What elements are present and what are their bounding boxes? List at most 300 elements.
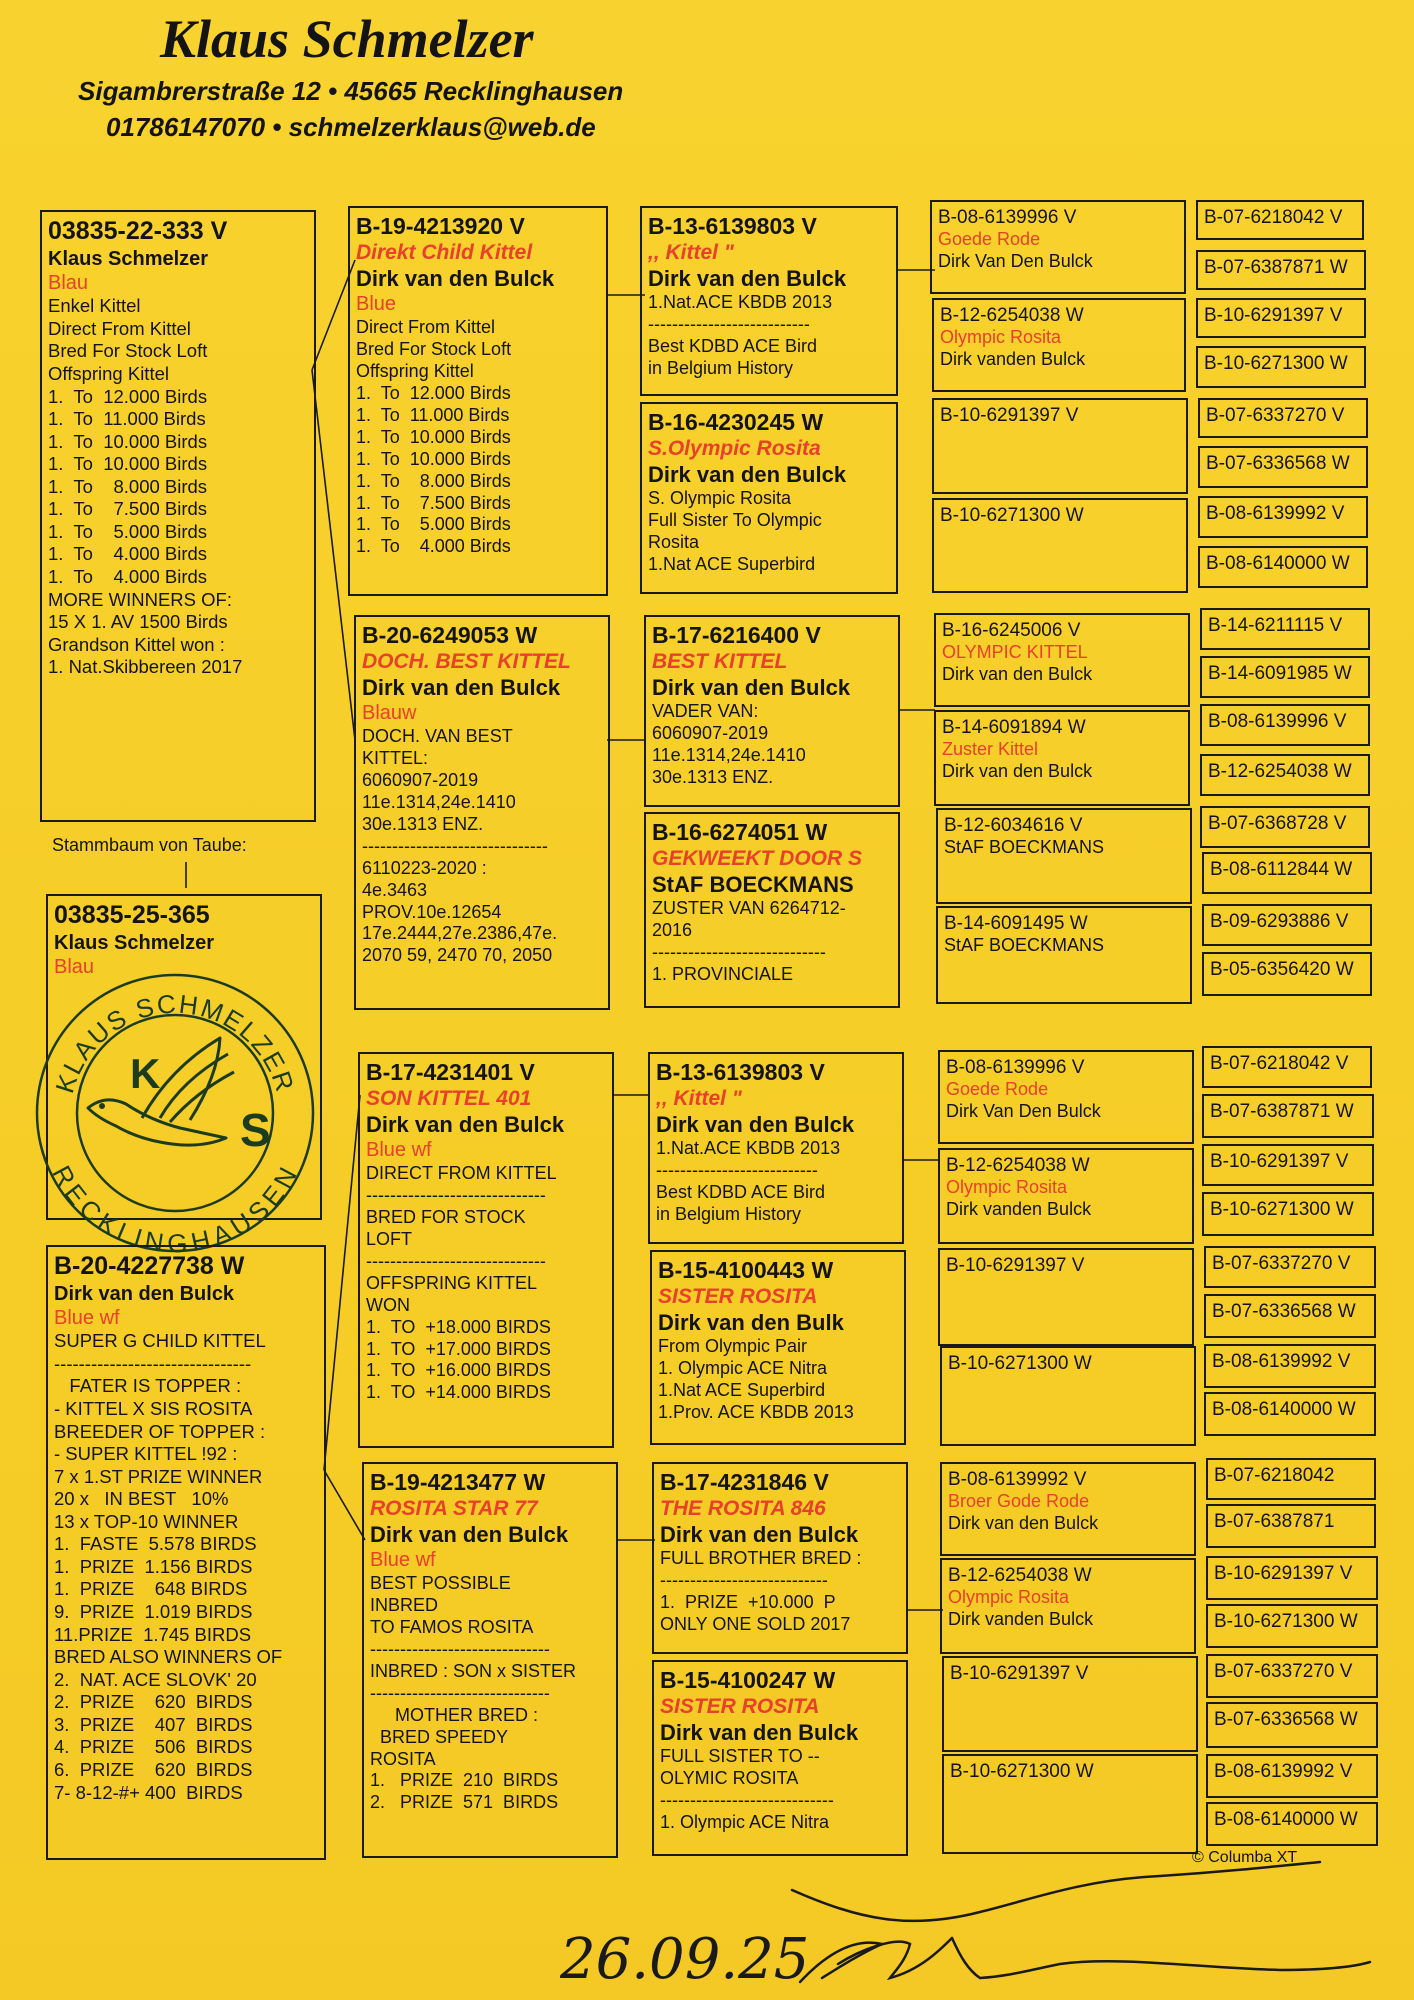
ring-number: B-08-6112844 W <box>1210 859 1353 880</box>
info-line: 1. To 7.500 Birds <box>356 492 511 513</box>
ring-number: B-09-6293886 V <box>1210 911 1349 932</box>
info-line: OFFSPRING KITTEL <box>366 1272 538 1293</box>
great-ancestor-card[interactable] <box>1202 952 1372 996</box>
owner-name: Dirk van den Bulck <box>660 1521 859 1547</box>
info-line: -------------------------------- <box>54 1352 252 1374</box>
info-line: 1. To 4.000 Birds <box>48 566 208 588</box>
info-line: 9. PRIZE 1.019 BIRDS <box>54 1601 253 1623</box>
info-line: Enkel Kittel <box>48 295 141 317</box>
ring-number: B-15-4100247 W <box>660 1667 836 1693</box>
ancestor-card[interactable] <box>938 1148 1194 1244</box>
dam-card[interactable] <box>46 1245 326 1860</box>
great-ancestor-card[interactable] <box>1196 298 1366 338</box>
info-line: MOTHER BRED : <box>370 1704 539 1725</box>
info-line: 1. PROVINCIALE <box>652 964 794 985</box>
info-line: 2070 59, 2470 70, 2050 <box>362 945 553 966</box>
ring-number: B-10-6271300 W <box>1214 1611 1358 1632</box>
info-line: 1. To 10.000 Birds <box>356 448 511 469</box>
svg-text:S: S <box>240 1104 271 1156</box>
info-line: 1. Olympic ACE Nitra <box>660 1812 830 1833</box>
info-line: FATER IS TOPPER : <box>54 1375 242 1397</box>
ancestor-card[interactable] <box>938 1248 1194 1346</box>
pigeon-title: ,, Kittel " <box>648 241 734 265</box>
info-line: 1. To 10.000 Birds <box>356 426 511 447</box>
info-line: 1. PRIZE 1.156 BIRDS <box>54 1555 253 1577</box>
ring-number: B-17-4231401 V <box>366 1059 535 1085</box>
great-ancestor-card[interactable] <box>1196 250 1366 290</box>
great-ancestor-card[interactable] <box>1198 398 1368 438</box>
ancestor-card[interactable] <box>942 1656 1198 1752</box>
pigeon-title: SISTER ROSITA <box>658 1285 818 1309</box>
ring-number: B-10-6271300 W <box>940 505 1084 526</box>
great-ancestor-card[interactable] <box>1200 656 1370 698</box>
info-line: 1. To 12.000 Birds <box>48 385 208 407</box>
ring-number: B-10-6271300 W <box>950 1761 1094 1782</box>
ring-number: B-10-6291397 V <box>950 1663 1089 1684</box>
ring-number: B-19-4213920 V <box>356 213 525 239</box>
owner-name: Dirk van den Bulck <box>648 265 847 291</box>
info-line: ----------------------------- <box>660 1790 834 1811</box>
great-ancestor-card[interactable] <box>1204 1294 1376 1338</box>
ancestor-card[interactable] <box>932 298 1186 392</box>
info-line: 1. TO +18.000 BIRDS <box>366 1316 551 1337</box>
grandparent-card[interactable] <box>652 1660 908 1856</box>
ring-number: B-14-6091894 W <box>942 717 1086 738</box>
info-line: 7- 8-12-#+ 400 BIRDS <box>54 1781 243 1803</box>
grandparent-card[interactable] <box>650 1250 906 1445</box>
ring-number: B-08-6139992 V <box>1206 503 1345 524</box>
info-line: KITTEL: <box>362 747 429 768</box>
ring-number: B-10-6271300 W <box>1204 353 1348 374</box>
grandparent-card[interactable] <box>640 206 898 396</box>
ancestor-card[interactable] <box>942 1754 1198 1854</box>
info-line: 2016 <box>652 920 693 941</box>
info-line: From Olympic Pair <box>658 1336 808 1357</box>
great-ancestor-card[interactable] <box>1198 496 1368 538</box>
ring-number: B-08-6140000 W <box>1206 553 1350 574</box>
info-line: SUPER G CHILD KITTEL <box>54 1330 266 1352</box>
ring-number: B-16-6274051 W <box>652 819 828 845</box>
owner-name: Dirk van den Bulck <box>54 1282 235 1305</box>
great-ancestor-card[interactable] <box>1206 1654 1378 1698</box>
info-line: 1.Nat ACE Superbird <box>648 554 816 575</box>
owner-name: Dirk van den Bulck <box>648 461 847 487</box>
info-line: 6060907-2019 <box>362 769 479 790</box>
info-line: LOFT <box>366 1228 413 1249</box>
ring-number: B-08-6139992 V <box>1214 1761 1353 1782</box>
info-line: 2. PRIZE 620 BIRDS <box>54 1691 253 1713</box>
great-ancestor-card[interactable] <box>1200 704 1370 746</box>
ancestor-card[interactable] <box>932 398 1188 494</box>
ring-number: B-19-4213477 W <box>370 1469 546 1495</box>
pigeon-title: Direkt Child Kittel <box>356 241 533 265</box>
info-line: --------------------------- <box>648 314 810 335</box>
owner-name: StAF BOECKMANS <box>944 837 1105 858</box>
ancestor-card[interactable] <box>934 710 1190 806</box>
ring-number: B-07-6368728 V <box>1208 813 1347 834</box>
info-line: OLYMIC ROSITA <box>660 1768 799 1789</box>
info-line: 6060907-2019 <box>652 723 769 744</box>
info-line: 1. To 12.000 Birds <box>356 382 511 403</box>
info-line: 11e.1314,24e.1410 <box>362 791 516 812</box>
info-line: 1. PRIZE 210 BIRDS <box>370 1770 559 1791</box>
info-line: 1. PRIZE +10.000 P <box>660 1592 836 1613</box>
info-line: --------------------------- <box>656 1160 818 1181</box>
ancestor-card[interactable] <box>936 808 1192 904</box>
great-ancestor-card[interactable] <box>1202 1046 1372 1088</box>
ancestor-card[interactable] <box>932 498 1188 593</box>
pigeon-title: S.Olympic Rosita <box>648 437 821 461</box>
great-ancestor-card[interactable] <box>1196 346 1366 388</box>
ancestor-card[interactable] <box>930 200 1186 294</box>
info-line: 1.Prov. ACE KBDB 2013 <box>658 1402 854 1423</box>
info-line: ------------------------------ <box>366 1250 546 1271</box>
ring-number: B-08-6139996 V <box>946 1057 1085 1078</box>
info-line: 11.PRIZE 1.745 BIRDS <box>54 1623 252 1645</box>
info-line: FULL BROTHER BRED : <box>660 1548 862 1569</box>
owner-name: Dirk van den Bulck <box>356 265 555 291</box>
info-line: Direct From Kittel <box>48 317 191 339</box>
owner-name: Dirk van den Bulck <box>942 664 1093 685</box>
pigeon-name: Olympic Rosita <box>946 1177 1068 1198</box>
info-line: DIRECT FROM KITTEL <box>366 1162 557 1183</box>
info-line: 11e.1314,24e.1410 <box>652 745 806 766</box>
pigeon-name: Olympic Rosita <box>948 1587 1070 1608</box>
ring-number: B-15-4100443 W <box>658 1257 834 1283</box>
pigeon-name: Goede Rode <box>938 229 1041 250</box>
grandparent-card[interactable] <box>640 402 898 594</box>
info-line: ------------------------------ <box>370 1682 550 1703</box>
info-line: 4e.3463 <box>362 879 428 900</box>
info-line: Offspring Kittel <box>356 360 474 381</box>
pigeon-title: ,, Kittel " <box>656 1087 742 1111</box>
great-ancestor-card[interactable] <box>1206 1604 1378 1648</box>
handwritten-signature <box>560 1860 1380 2000</box>
info-line: FULL SISTER TO -- <box>660 1746 820 1767</box>
owner-name: Dirk van den Bulck <box>362 674 561 700</box>
pigeon-title: SISTER ROSITA <box>660 1695 820 1719</box>
breeder-name: Klaus Schmelzer <box>160 9 534 69</box>
great-ancestor-card[interactable] <box>1198 546 1368 588</box>
owner-name: Dirk van den Bulk <box>658 1309 844 1335</box>
ring-number: B-08-6139996 V <box>938 207 1077 228</box>
info-line: ----------------------------- <box>652 942 826 963</box>
info-line: ---------------------------- <box>660 1570 828 1591</box>
pigeon-name: Goede Rode <box>946 1079 1049 1100</box>
pigeon-title: SON KITTEL 401 <box>366 1087 532 1111</box>
ring-number: B-05-6356420 W <box>1210 959 1354 980</box>
handwritten-date: 26.09.25 <box>560 1927 810 1992</box>
breeder-address: Sigambrerstraße 12 • 45665 Recklinghausen <box>78 76 624 106</box>
pigeon-name: OLYMPIC KITTEL <box>942 642 1088 663</box>
info-line: BRED SPEEDY <box>370 1726 509 1747</box>
info-line: ROSITA <box>370 1748 436 1769</box>
svg-text:RECKLINGHAUSEN: RECKLINGHAUSEN <box>46 1160 304 1258</box>
pigeon-title: DOCH. BEST KITTEL <box>362 650 571 674</box>
owner-name: Klaus Schmelzer <box>48 247 209 270</box>
loft-stamp-logo <box>30 968 320 1258</box>
ring-number: B-07-6336568 W <box>1206 453 1350 474</box>
pigeon-title: THE ROSITA 846 <box>660 1497 826 1521</box>
info-line: Grandson Kittel won : <box>48 633 225 655</box>
ring-number: B-16-6245006 V <box>942 620 1081 641</box>
owner-name: Dirk Van Den Bulck <box>946 1101 1101 1122</box>
bird-color: Blau <box>48 271 89 294</box>
pigeon-name: Olympic Rosita <box>940 327 1062 348</box>
owner-name: Dirk van den Bulck <box>366 1111 565 1137</box>
great-ancestor-card[interactable] <box>1206 1556 1378 1600</box>
ring-number: B-14-6091495 W <box>944 913 1088 934</box>
owner-name: Klaus Schmelzer <box>54 931 215 954</box>
great-ancestor-card[interactable] <box>1202 1192 1374 1236</box>
info-line: Full Sister To Olympic <box>648 510 822 531</box>
ring-number: B-07-6336568 W <box>1212 1301 1356 1322</box>
owner-name: Dirk van den Bulck <box>660 1719 859 1745</box>
info-line: 1. To 11.000 Birds <box>48 408 206 430</box>
breeder-contact: 01786147070 • schmelzerklaus@web.de <box>106 112 596 142</box>
info-line: 17e.2444,27e.2386,47e. <box>362 923 558 944</box>
ring-number: B-07-6337270 V <box>1212 1253 1351 1274</box>
great-ancestor-card[interactable] <box>1204 1246 1376 1288</box>
info-line: INBRED <box>370 1594 439 1615</box>
bird-color: Blue wf <box>370 1549 436 1572</box>
pigeon-title: GEKWEEKT DOOR S <box>652 847 863 871</box>
ring-number: B-07-6218042 <box>1214 1465 1335 1486</box>
info-line: 1. To 11.000 Birds <box>356 404 510 425</box>
info-line: 1. PRIZE 648 BIRDS <box>54 1578 248 1600</box>
info-line: Rosita <box>648 532 700 553</box>
parent-card[interactable] <box>354 615 610 1010</box>
ring-number: 03835-25-365 <box>54 901 210 929</box>
owner-name: Dirk van den Bulck <box>652 674 851 700</box>
parent-card[interactable] <box>362 1462 618 1858</box>
info-line: 1. To 4.000 Birds <box>48 543 208 565</box>
info-line: 1.Nat ACE Superbird <box>658 1380 826 1401</box>
info-line: Bred For Stock Loft <box>356 338 512 359</box>
ring-number: B-17-6216400 V <box>652 622 821 648</box>
ancestor-card[interactable] <box>934 613 1190 707</box>
ancestor-card[interactable] <box>938 1050 1194 1144</box>
ancestor-card[interactable] <box>940 1346 1196 1446</box>
ring-number: B-13-6139803 V <box>656 1059 825 1085</box>
ring-number: B-08-6140000 W <box>1212 1399 1356 1420</box>
info-line: Direct From Kittel <box>356 316 496 337</box>
owner-name: Dirk van den Bulck <box>656 1111 855 1137</box>
ring-number: B-12-6254038 W <box>1208 761 1352 782</box>
ring-number: B-10-6291397 V <box>1210 1151 1349 1172</box>
ring-number: B-08-6139996 V <box>1208 711 1347 732</box>
pigeon-name: Broer Gode Rode <box>948 1491 1090 1512</box>
owner-name: Dirk vanden Bulck <box>940 349 1086 370</box>
pigeon-title: ROSITA STAR 77 <box>370 1497 538 1521</box>
great-ancestor-card[interactable] <box>1204 1392 1376 1436</box>
ring-number: B-08-6139992 V <box>1212 1351 1351 1372</box>
info-line: BRED ALSO WINNERS OF <box>54 1646 283 1668</box>
info-line: Best KDBD ACE Bird <box>648 336 818 357</box>
ring-number: B-08-6139992 V <box>948 1469 1087 1490</box>
info-line: 1. To 8.000 Birds <box>356 470 511 491</box>
great-ancestor-card[interactable] <box>1206 1702 1378 1748</box>
info-line: S. Olympic Rosita <box>648 488 792 509</box>
ring-number: B-07-6387871 W <box>1210 1101 1354 1122</box>
info-line: 13 x TOP-10 WINNER <box>54 1510 239 1532</box>
info-line: DOCH. VAN BEST <box>362 725 513 746</box>
info-line: in Belgium History <box>648 358 794 379</box>
info-line: 1. To 5.000 Birds <box>356 514 511 535</box>
great-ancestor-card[interactable] <box>1206 1754 1378 1798</box>
great-ancestor-card[interactable] <box>1200 754 1370 796</box>
great-ancestor-card[interactable] <box>1206 1504 1376 1548</box>
info-line: ------------------------------ <box>370 1638 550 1659</box>
ring-number: B-10-6291397 V <box>940 405 1079 426</box>
ring-number: B-07-6337270 V <box>1206 405 1345 426</box>
ring-number: B-14-6211115 V <box>1208 615 1343 636</box>
ring-number: B-10-6291397 V <box>946 1255 1085 1276</box>
ancestor-card[interactable] <box>940 1462 1196 1556</box>
parent-card[interactable] <box>358 1052 614 1448</box>
subject-card[interactable] <box>40 210 316 822</box>
ring-number: B-07-6337270 V <box>1214 1661 1353 1682</box>
great-ancestor-card[interactable] <box>1206 1458 1376 1500</box>
grandparent-card[interactable] <box>652 1462 908 1654</box>
info-line: ZUSTER VAN 6264712- <box>652 898 846 919</box>
info-line: 6110223-2020 : <box>362 857 487 878</box>
great-ancestor-card[interactable] <box>1200 608 1370 650</box>
grandparent-card[interactable] <box>648 1052 904 1244</box>
ring-number: B-07-6387871 W <box>1204 257 1348 278</box>
info-line: 1. To 7.500 Birds <box>48 498 208 520</box>
info-line: BREEDER OF TOPPER : <box>54 1420 266 1442</box>
ring-number: B-20-6249053 W <box>362 622 538 648</box>
info-line: 3. PRIZE 407 BIRDS <box>54 1713 253 1735</box>
ring-number: B-07-6387871 <box>1214 1511 1335 1532</box>
svg-text:K: K <box>130 1050 161 1097</box>
info-line: BRED FOR STOCK <box>366 1206 526 1227</box>
ancestor-card[interactable] <box>936 906 1192 1004</box>
ring-number: B-07-6336568 W <box>1214 1709 1358 1730</box>
info-line: 1. TO +17.000 BIRDS <box>366 1338 551 1359</box>
owner-name: Dirk van den Bulck <box>942 761 1093 782</box>
info-line: 1. FASTE 5.578 BIRDS <box>54 1533 257 1555</box>
owner-name: Dirk vanden Bulck <box>948 1609 1094 1630</box>
ring-number: B-07-6218042 V <box>1204 207 1343 228</box>
info-line: ONLY ONE SOLD 2017 <box>660 1614 851 1635</box>
info-line: 1. TO +14.000 BIRDS <box>366 1382 551 1403</box>
info-line: in Belgium History <box>656 1204 802 1225</box>
owner-name: Dirk van den Bulck <box>948 1513 1099 1534</box>
ring-number: B-12-6034616 V <box>944 815 1083 836</box>
grandparent-card[interactable] <box>644 812 900 1008</box>
great-ancestor-card[interactable] <box>1202 852 1372 894</box>
ring-number: B-10-6271300 W <box>948 1353 1092 1374</box>
ring-number: B-12-6254038 W <box>940 305 1084 326</box>
info-line: - SUPER KITTEL !92 : <box>54 1443 238 1465</box>
ancestor-card[interactable] <box>940 1558 1196 1654</box>
info-line: 30e.1313 ENZ. <box>652 767 774 788</box>
info-line: 7 x 1.ST PRIZE WINNER <box>54 1465 263 1487</box>
great-ancestor-card[interactable] <box>1198 446 1368 488</box>
owner-name: StAF BOECKMANS <box>944 935 1105 956</box>
owner-name: Dirk Van Den Bulck <box>938 251 1093 272</box>
bird-color: Blue <box>356 293 397 316</box>
info-line: 6. PRIZE 620 BIRDS <box>54 1758 253 1780</box>
ring-number: B-20-4227738 W <box>54 1252 245 1280</box>
info-line: ------------------------------ <box>366 1184 546 1205</box>
owner-name: StAF BOECKMANS <box>652 871 854 897</box>
info-line: 1.Nat.ACE KBDB 2013 <box>648 292 833 313</box>
info-line: 1. To 5.000 Birds <box>48 520 208 542</box>
info-line: 1. To 8.000 Birds <box>48 475 208 497</box>
pigeon-title: BEST KITTEL <box>652 650 788 674</box>
ring-number: B-12-6254038 W <box>946 1155 1090 1176</box>
info-line: MORE WINNERS OF: <box>48 588 232 610</box>
svg-text:KLAUS SCHMELZER: KLAUS SCHMELZER <box>49 988 301 1097</box>
ring-number: B-10-6291397 V <box>1214 1563 1353 1584</box>
info-line: 1. To 4.000 Birds <box>356 536 511 557</box>
ring-number: B-10-6271300 W <box>1210 1199 1354 1220</box>
info-line: 1. To 10.000 Birds <box>48 453 208 475</box>
ring-number: B-13-6139803 V <box>648 213 817 239</box>
info-line: VADER VAN: <box>652 701 759 722</box>
info-line: WON <box>366 1294 410 1315</box>
info-line: BEST POSSIBLE <box>370 1572 511 1593</box>
info-line: INBRED : SON x SISTER <box>370 1660 577 1681</box>
info-line: PROV.10e.12654 <box>362 901 502 922</box>
ring-number: B-10-6291397 V <box>1204 305 1343 326</box>
ring-number: B-12-6254038 W <box>948 1565 1092 1586</box>
great-ancestor-card[interactable] <box>1204 1344 1376 1388</box>
great-ancestor-card[interactable] <box>1202 1144 1374 1186</box>
great-ancestor-card[interactable] <box>1196 200 1364 240</box>
ring-number: B-08-6140000 W <box>1214 1809 1358 1830</box>
ring-number: B-14-6091985 W <box>1208 663 1352 684</box>
info-line: 1. To 10.000 Birds <box>48 430 208 452</box>
info-line: ------------------------------- <box>362 835 548 856</box>
info-line: 1. Olympic ACE Nitra <box>658 1358 828 1379</box>
info-line: 30e.1313 ENZ. <box>362 813 484 834</box>
info-line: Bred For Stock Loft <box>48 340 208 362</box>
info-line: Best KDBD ACE Bird <box>656 1182 826 1203</box>
info-line: - KITTEL X SIS ROSITA <box>54 1397 253 1419</box>
parent-card[interactable] <box>348 206 608 596</box>
info-line: 2. NAT. ACE SLOVK' 20 <box>54 1668 257 1690</box>
great-ancestor-card[interactable] <box>1206 1802 1378 1846</box>
info-line: 4. PRIZE 506 BIRDS <box>54 1736 253 1758</box>
bird-color: Blue wf <box>54 1306 120 1329</box>
owner-name: Dirk vanden Bulck <box>946 1199 1092 1220</box>
great-ancestor-card[interactable] <box>1202 904 1372 946</box>
bird-color: Blauw <box>362 702 417 725</box>
bird-color: Blue wf <box>366 1139 432 1162</box>
grandparent-card[interactable] <box>644 615 900 807</box>
great-ancestor-card[interactable] <box>1200 806 1370 848</box>
ring-number: B-07-6218042 V <box>1210 1053 1349 1074</box>
pigeon-name: Zuster Kittel <box>942 739 1039 760</box>
owner-name: Dirk van den Bulck <box>370 1521 569 1547</box>
info-line: Offspring Kittel <box>48 362 169 384</box>
copyright-note: © Columba XT <box>1192 1849 1298 1866</box>
great-ancestor-card[interactable] <box>1202 1094 1374 1138</box>
info-line: 1. Nat.Skibbereen 2017 <box>48 656 243 678</box>
info-line: 1. TO +16.000 BIRDS <box>366 1360 551 1381</box>
bird-color: Blau <box>54 955 95 978</box>
stammbaum-label: Stammbaum von Taube: <box>52 835 247 855</box>
info-line: 2. PRIZE 571 BIRDS <box>370 1792 559 1813</box>
info-line: 1.Nat.ACE KBDB 2013 <box>656 1138 841 1159</box>
info-line: 15 X 1. AV 1500 Birds <box>48 611 228 633</box>
info-line: 20 x IN BEST 10% <box>54 1488 229 1510</box>
info-line: TO FAMOS ROSITA <box>370 1616 534 1637</box>
